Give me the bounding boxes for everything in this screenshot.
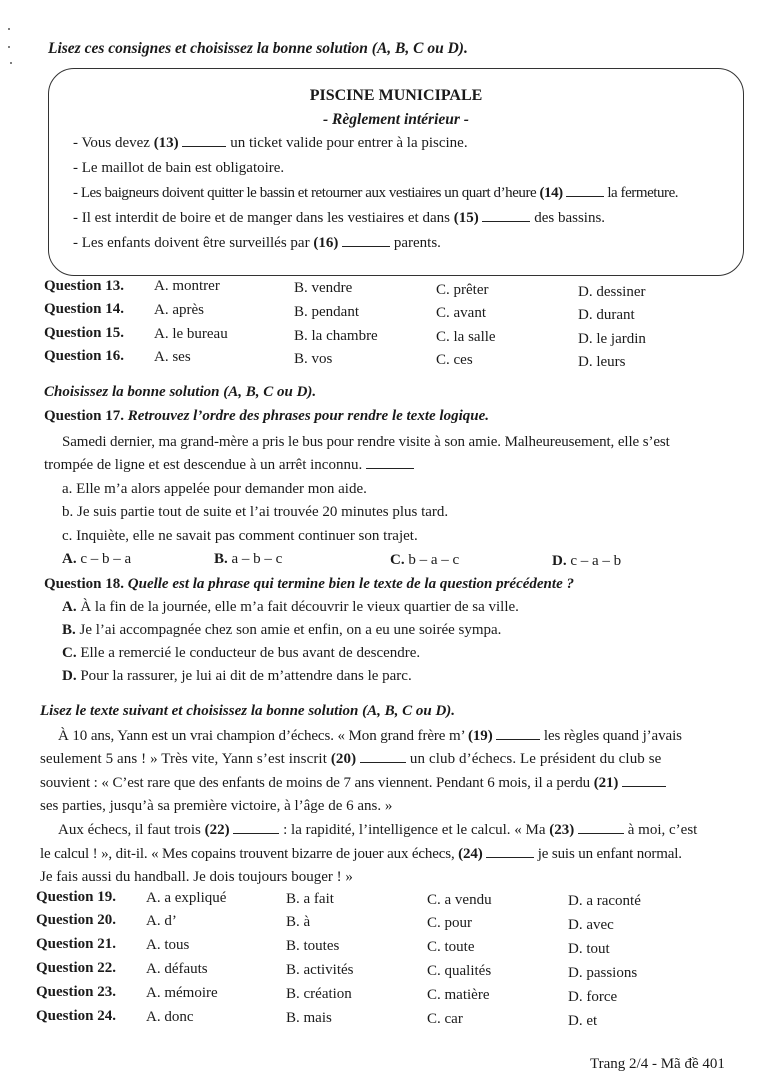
question-label: Question 22. xyxy=(36,960,117,976)
question-17-heading xyxy=(44,408,489,425)
margin-speck xyxy=(8,46,10,48)
instruction-2: Choisissez la bonne solution (A, B, C ou D). xyxy=(44,384,317,400)
item-number: (13) xyxy=(153,135,179,151)
item-number: (19) xyxy=(468,728,493,744)
option-c[interactable]: C. pour xyxy=(427,915,472,931)
option-text: c – b – a xyxy=(76,551,132,567)
text: je suis un enfant normal. xyxy=(534,846,682,862)
option-c[interactable]: C. a vendu xyxy=(427,892,492,908)
option-b[interactable]: B. à xyxy=(286,914,311,930)
option-d[interactable]: D. tout xyxy=(568,941,610,957)
option-c[interactable]: C. la salle xyxy=(436,329,496,345)
question-label: Question 19. xyxy=(36,889,117,905)
option-b[interactable]: B. mais xyxy=(286,1010,332,1026)
text: - Il est interdit de boire et de manger dans les vestiaires et dans xyxy=(73,210,454,226)
option-text: c – a – b xyxy=(566,553,622,569)
option-text: Je l’ai accompagnée chez son amie et enfin, on a eu une soirée sympa. xyxy=(75,622,502,638)
answer-blank xyxy=(342,245,390,247)
text: à moi, c’est xyxy=(624,822,698,838)
q18-option-a[interactable] xyxy=(62,599,519,616)
option-c[interactable]: C. ces xyxy=(436,352,473,368)
option-b[interactable]: B. pendant xyxy=(294,304,359,320)
text: un club d’échecs. Le président du club se xyxy=(406,751,662,767)
option-text: a – b – c xyxy=(227,551,283,567)
notice-title: PISCINE MUNICIPALE xyxy=(309,87,483,104)
option-text: Elle a remercié le conducteur de bus avant de descendre. xyxy=(76,645,421,661)
option-key: D. xyxy=(62,668,77,684)
option-a[interactable]: A. a expliqué xyxy=(146,890,227,906)
option-a[interactable]: A. montrer xyxy=(154,278,220,294)
option-b[interactable]: B. vos xyxy=(294,351,333,367)
option-a[interactable]: A. défauts xyxy=(146,961,208,977)
option-d[interactable]: D. force xyxy=(568,989,618,1005)
option-a[interactable]: A. d’ xyxy=(146,913,177,929)
passage-line xyxy=(40,846,682,863)
option-d[interactable]: D. et xyxy=(568,1013,598,1029)
option-c[interactable]: C. toute xyxy=(427,939,475,955)
text: - Les enfants doivent être surveillés par xyxy=(73,235,314,251)
question-label: Question 20. xyxy=(36,912,117,928)
option-d[interactable]: D. avec xyxy=(568,917,614,933)
q17-option-d[interactable] xyxy=(552,553,621,570)
answer-blank xyxy=(578,832,624,834)
option-d[interactable]: D. leurs xyxy=(578,354,626,370)
q17-option-c[interactable] xyxy=(390,552,459,569)
text: des bassins. xyxy=(530,210,606,226)
option-a[interactable]: A. donc xyxy=(146,1009,194,1025)
question-label: Question 17. xyxy=(44,408,125,424)
notice-line-15 xyxy=(73,210,605,227)
option-d[interactable]: D. dessiner xyxy=(578,284,646,300)
option-key: B. xyxy=(62,622,76,638)
passage-line xyxy=(58,728,682,745)
item-number: (16) xyxy=(313,235,339,251)
q18-option-b[interactable] xyxy=(62,622,501,639)
text: seulement 5 ans ! » Très vite, Yann s’est inscrit xyxy=(40,751,331,767)
question-label: Question 13. xyxy=(44,278,125,294)
option-a[interactable]: A. tous xyxy=(146,937,190,953)
q17-sentence-a: a. Elle m’a alors appelée pour demander mon aide. xyxy=(62,481,367,497)
option-b[interactable]: B. création xyxy=(286,986,352,1002)
option-c[interactable]: C. prêter xyxy=(436,282,489,298)
text: un ticket valide pour entrer à la piscine. xyxy=(226,135,468,151)
answer-blank xyxy=(233,832,279,834)
margin-speck xyxy=(8,28,10,30)
q17-text-line1: Samedi dernier, ma grand-mère a pris le bus pour rendre visite à son amie. Malheureusement, elle s’est xyxy=(62,434,670,450)
option-c[interactable]: C. qualités xyxy=(427,963,492,979)
text: la fermeture. xyxy=(604,185,679,201)
option-key: C. xyxy=(62,645,77,661)
answer-blank xyxy=(366,467,414,469)
option-key: A. xyxy=(62,551,77,567)
text: les règles quand j’avais xyxy=(540,728,682,744)
option-c[interactable]: C. avant xyxy=(436,305,486,321)
item-number: (24) xyxy=(458,846,483,862)
option-b[interactable]: B. vendre xyxy=(294,280,353,296)
option-key: A. xyxy=(62,599,77,615)
option-a[interactable]: A. ses xyxy=(154,349,191,365)
text: : la rapidité, l’intelligence et le calcul. « Ma xyxy=(279,822,550,838)
text: le calcul ! », dit-il. « Mes copains trouvent bizarre de jouer aux échecs, xyxy=(40,846,459,862)
question-prompt: Quelle est la phrase qui termine bien le texte de la question précédente ? xyxy=(127,576,574,592)
text: - Le maillot de bain est obligatoire. xyxy=(73,160,285,176)
text: souvient : « C’est rare que des enfants de moins de 7 ans viennent. Pendant 6 mois, il a perdu xyxy=(40,775,594,791)
option-b[interactable]: B. toutes xyxy=(286,938,340,954)
question-18-heading xyxy=(44,576,574,593)
notice-box xyxy=(48,68,744,276)
option-text: b – a – c xyxy=(404,552,460,568)
q18-option-d[interactable] xyxy=(62,668,412,685)
text: - Les baigneurs doivent quitter le bassin et retourner aux vestiaires un quart d’heure xyxy=(73,185,540,201)
answer-blank xyxy=(482,220,530,222)
option-key: C. xyxy=(390,552,405,568)
text: parents. xyxy=(390,235,441,251)
passage-line xyxy=(40,751,661,768)
q17-option-b[interactable] xyxy=(214,551,282,568)
notice-line-13 xyxy=(73,135,468,152)
option-a[interactable]: A. après xyxy=(154,302,204,318)
page-footer: Trang 2/4 - Mã đề 401 xyxy=(590,1056,725,1072)
question-label: Question 18. xyxy=(44,576,125,592)
q17-sentence-c: c. Inquiète, elle ne savait pas comment continuer son trajet. xyxy=(62,528,418,544)
question-label: Question 23. xyxy=(36,984,117,1000)
question-prompt: Retrouvez l’ordre des phrases pour rendre le texte logique. xyxy=(127,408,490,424)
passage-line: Je fais aussi du handball. Je dois toujours bouger ! » xyxy=(40,869,353,885)
notice-subtitle: - Règlement intérieur - xyxy=(323,111,469,128)
item-number: (22) xyxy=(204,822,230,838)
item-number: (20) xyxy=(330,751,357,767)
option-d[interactable]: D. durant xyxy=(578,307,635,323)
text: trompée de ligne et est descendue à un arrêt inconnu. xyxy=(44,457,363,473)
option-d[interactable]: D. a raconté xyxy=(568,893,641,909)
option-b[interactable]: B. activités xyxy=(286,962,354,978)
option-key: D. xyxy=(552,553,567,569)
instruction-3: Lisez le texte suivant et choisissez la bonne solution (A, B, C ou D). xyxy=(40,703,456,719)
notice-line-14 xyxy=(73,185,678,202)
q18-option-c[interactable] xyxy=(62,645,420,662)
passage-line xyxy=(40,775,666,792)
answer-blank xyxy=(622,785,666,787)
passage-line: ses parties, jusqu’à sa première victoire, à l’âge de 6 ans. » xyxy=(40,798,393,814)
option-b[interactable]: B. la chambre xyxy=(294,328,378,344)
answer-blank xyxy=(486,856,534,858)
question-label: Question 24. xyxy=(36,1008,117,1024)
option-d[interactable]: D. le jardin xyxy=(578,331,646,347)
item-number: (23) xyxy=(549,822,575,838)
notice-line-16 xyxy=(73,235,441,252)
margin-speck xyxy=(10,62,12,64)
item-number: (14) xyxy=(539,185,563,201)
option-a[interactable]: A. mémoire xyxy=(146,985,218,1001)
answer-blank xyxy=(182,145,226,147)
passage-line xyxy=(58,822,697,839)
item-number: (15) xyxy=(453,210,479,226)
question-label: Question 16. xyxy=(44,348,125,364)
option-c[interactable]: C. car xyxy=(427,1011,463,1027)
notice-line-swimsuit xyxy=(73,160,284,177)
answer-blank xyxy=(496,738,540,740)
question-label: Question 15. xyxy=(44,325,125,341)
text: Aux échecs, il faut trois xyxy=(58,822,205,838)
option-b[interactable]: B. a fait xyxy=(286,891,334,907)
option-d[interactable]: D. passions xyxy=(568,965,638,981)
answer-blank xyxy=(566,195,604,197)
answer-blank xyxy=(360,761,406,763)
option-a[interactable]: A. le bureau xyxy=(154,326,228,342)
option-text: Pour la rassurer, je lui ai dit de m’attendre dans le parc. xyxy=(76,668,412,684)
question-label: Question 14. xyxy=(44,301,125,317)
q17-option-a[interactable] xyxy=(62,551,131,568)
item-number: (21) xyxy=(593,775,619,791)
option-text: À la fin de la journée, elle m’a fait découvrir le vieux quartier de sa ville. xyxy=(76,599,519,615)
option-c[interactable]: C. matière xyxy=(427,987,490,1003)
option-key: B. xyxy=(214,551,228,567)
q17-text-line2 xyxy=(44,457,414,474)
text: - Vous devez xyxy=(73,135,154,151)
q17-sentence-b: b. Je suis partie tout de suite et l’ai trouvée 20 minutes plus tard. xyxy=(62,504,449,520)
question-label: Question 21. xyxy=(36,936,117,952)
instruction-1: Lisez ces consignes et choisissez la bonne solution (A, B, C ou D). xyxy=(48,40,468,57)
text: À 10 ans, Yann est un vrai champion d’échecs. « Mon grand frère m’ xyxy=(58,728,468,744)
